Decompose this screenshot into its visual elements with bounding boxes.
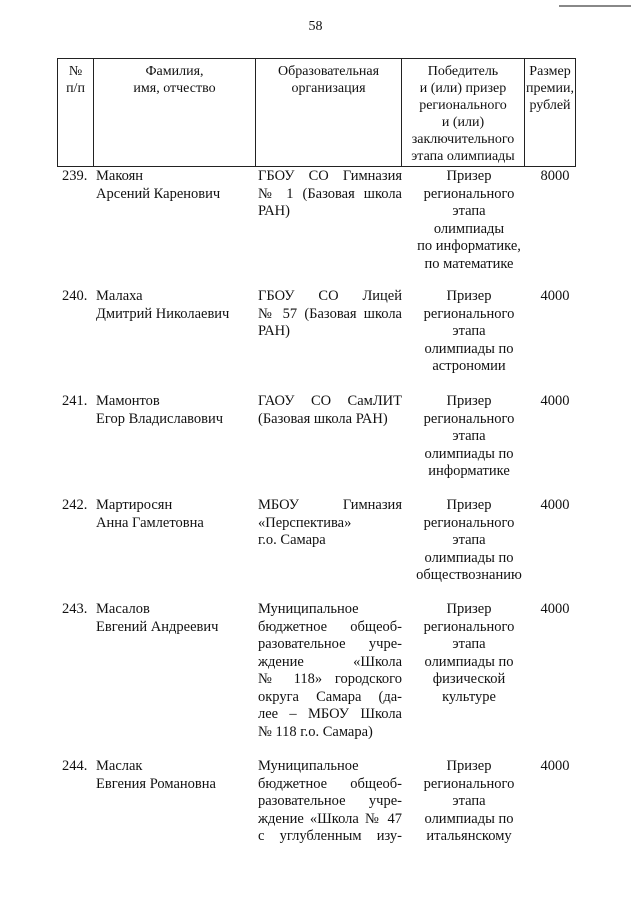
header-name-line: имя, отчество bbox=[133, 81, 216, 96]
given-names: Евгений Андреевич bbox=[96, 618, 219, 635]
org-line: № 57 (Базовая школа bbox=[258, 305, 402, 322]
header-org-line: организация bbox=[291, 81, 366, 96]
row-achievement bbox=[406, 758, 532, 846]
surname: Маслак bbox=[96, 758, 143, 774]
row-number: 239. bbox=[62, 168, 88, 184]
org-line: г.о. Самара bbox=[258, 532, 326, 548]
row-achievement bbox=[406, 601, 532, 706]
achievement-line: регионального bbox=[423, 185, 515, 202]
org-line: округа Самара (да- bbox=[258, 688, 402, 705]
org-line: с углубленным изу- bbox=[258, 828, 402, 844]
page-number: 58 bbox=[308, 19, 323, 34]
achievement-line: обществознанию bbox=[416, 567, 522, 583]
achievement-line: Призер bbox=[446, 601, 492, 617]
achievement-line: Призер bbox=[446, 758, 492, 774]
achievement-line: олимпиады по bbox=[424, 340, 514, 357]
achievement-line: олимпиады bbox=[433, 220, 505, 237]
row-name bbox=[96, 601, 256, 636]
row-name bbox=[96, 393, 256, 428]
achievement-line: регионального bbox=[423, 410, 515, 427]
achievement-line: олимпиады по bbox=[424, 810, 514, 827]
header-number-line: п/п bbox=[66, 81, 85, 96]
achievement-line: Призер bbox=[446, 168, 492, 184]
achievement-line: олимпиады по bbox=[424, 549, 514, 566]
row-organization bbox=[258, 288, 402, 341]
achievement-line: олимпиады по bbox=[424, 445, 514, 462]
org-line: «Перспектива» bbox=[258, 514, 352, 531]
org-line: ГБОУ СО Гимназия bbox=[258, 168, 402, 184]
header-winner-line: и (или) bbox=[441, 115, 485, 130]
achievement-line: информатике bbox=[428, 463, 510, 479]
achievement-line: этапа bbox=[452, 793, 486, 809]
given-names: Дмитрий Николаевич bbox=[96, 305, 230, 322]
surname: Малаха bbox=[96, 288, 143, 304]
achievement-line: Призер bbox=[446, 393, 492, 409]
header-org-line: Образовательная bbox=[277, 64, 380, 79]
org-line: разовательное учре- bbox=[258, 793, 402, 809]
achievement-line: регионального bbox=[423, 618, 515, 635]
header-winner-line: и (или) призер bbox=[419, 81, 507, 96]
header-winner-line: заключительного bbox=[411, 132, 515, 147]
org-line: ГБОУ СО Лицей bbox=[258, 288, 402, 304]
header-winner-line: этапа олимпиады bbox=[411, 149, 515, 164]
achievement-line: по информатике, bbox=[417, 238, 521, 254]
row-name bbox=[96, 288, 256, 323]
org-line: Муниципальное bbox=[258, 758, 359, 774]
row-prize: 4000 bbox=[540, 288, 570, 304]
header-winner-line: регионального bbox=[419, 98, 507, 113]
row-number: 243. bbox=[62, 601, 88, 617]
org-line: № 1 (Базовая школа bbox=[258, 185, 402, 202]
org-line: № 118» городского bbox=[258, 671, 402, 687]
surname: Масалов bbox=[96, 601, 150, 617]
org-line: № 118 г.о. Самара) bbox=[258, 723, 373, 740]
surname: Мартиросян bbox=[96, 497, 173, 513]
org-line: бюджетное общеоб- bbox=[258, 618, 402, 635]
row-achievement bbox=[406, 168, 532, 273]
row-prize: 4000 bbox=[540, 497, 570, 513]
row-prize: 8000 bbox=[540, 168, 570, 184]
given-names: Егор Владиславович bbox=[96, 410, 224, 427]
row-organization bbox=[258, 497, 402, 550]
row-prize: 4000 bbox=[540, 393, 570, 409]
achievement-line: по математике bbox=[424, 255, 514, 272]
achievement-line: регионального bbox=[423, 305, 515, 322]
row-achievement bbox=[406, 497, 532, 585]
header-prize-line: премии, bbox=[525, 81, 575, 96]
header-name-line: Фамилия, bbox=[145, 64, 204, 79]
row-organization bbox=[258, 601, 402, 741]
achievement-line: этапа bbox=[452, 532, 486, 548]
row-number: 241. bbox=[62, 393, 88, 409]
row-organization bbox=[258, 168, 402, 221]
achievement-line: Призер bbox=[446, 497, 492, 513]
org-line: РАН) bbox=[258, 203, 290, 219]
org-line: ждение «Школа № 47 bbox=[258, 810, 402, 827]
org-line: разовательное учре- bbox=[258, 636, 402, 652]
org-line: лее – МБОУ Школа bbox=[258, 706, 402, 722]
row-name bbox=[96, 497, 256, 532]
achievement-line: физической bbox=[432, 671, 506, 687]
given-names: Евгения Романовна bbox=[96, 775, 216, 792]
row-number: 244. bbox=[62, 758, 88, 774]
achievement-line: олимпиады по bbox=[424, 653, 514, 670]
achievement-line: этапа bbox=[452, 323, 486, 339]
achievement-line: этапа bbox=[452, 428, 486, 444]
org-line: ждение «Школа bbox=[258, 653, 402, 670]
row-number: 242. bbox=[62, 497, 88, 513]
achievement-line: регионального bbox=[423, 514, 515, 531]
row-number: 240. bbox=[62, 288, 88, 304]
surname: Макоян bbox=[96, 168, 144, 184]
row-achievement bbox=[406, 288, 532, 376]
row-organization bbox=[258, 393, 402, 428]
given-names: Анна Гамлетовна bbox=[96, 514, 204, 531]
achievement-line: культуре bbox=[442, 688, 496, 705]
row-name bbox=[96, 168, 256, 203]
org-line: РАН) bbox=[258, 323, 290, 339]
achievement-line: итальянскому bbox=[426, 828, 512, 844]
org-line: ГАОУ СО СамЛИТ bbox=[258, 393, 402, 409]
surname: Мамонтов bbox=[96, 393, 160, 409]
header-prize-line: рублей bbox=[529, 98, 571, 113]
achievement-line: Призер bbox=[446, 288, 492, 304]
org-line: Муниципальное bbox=[258, 601, 359, 617]
achievement-line: регионального bbox=[423, 775, 515, 792]
org-line: МБОУ Гимназия bbox=[258, 497, 402, 513]
row-organization bbox=[258, 758, 402, 846]
header-number-line: № bbox=[68, 64, 83, 79]
row-prize: 4000 bbox=[540, 758, 570, 774]
row-name bbox=[96, 758, 256, 793]
achievement-line: этапа bbox=[452, 203, 486, 219]
org-line: (Базовая школа РАН) bbox=[258, 410, 388, 427]
header-winner-line: Победитель bbox=[427, 64, 499, 79]
org-line: бюджетное общеоб- bbox=[258, 775, 402, 792]
achievement-line: астрономии bbox=[432, 358, 506, 374]
given-names: Арсений Каренович bbox=[96, 185, 221, 202]
achievement-line: этапа bbox=[452, 636, 486, 652]
header-prize-line: Размер bbox=[529, 64, 571, 79]
row-achievement bbox=[406, 393, 532, 481]
row-prize: 4000 bbox=[540, 601, 570, 617]
